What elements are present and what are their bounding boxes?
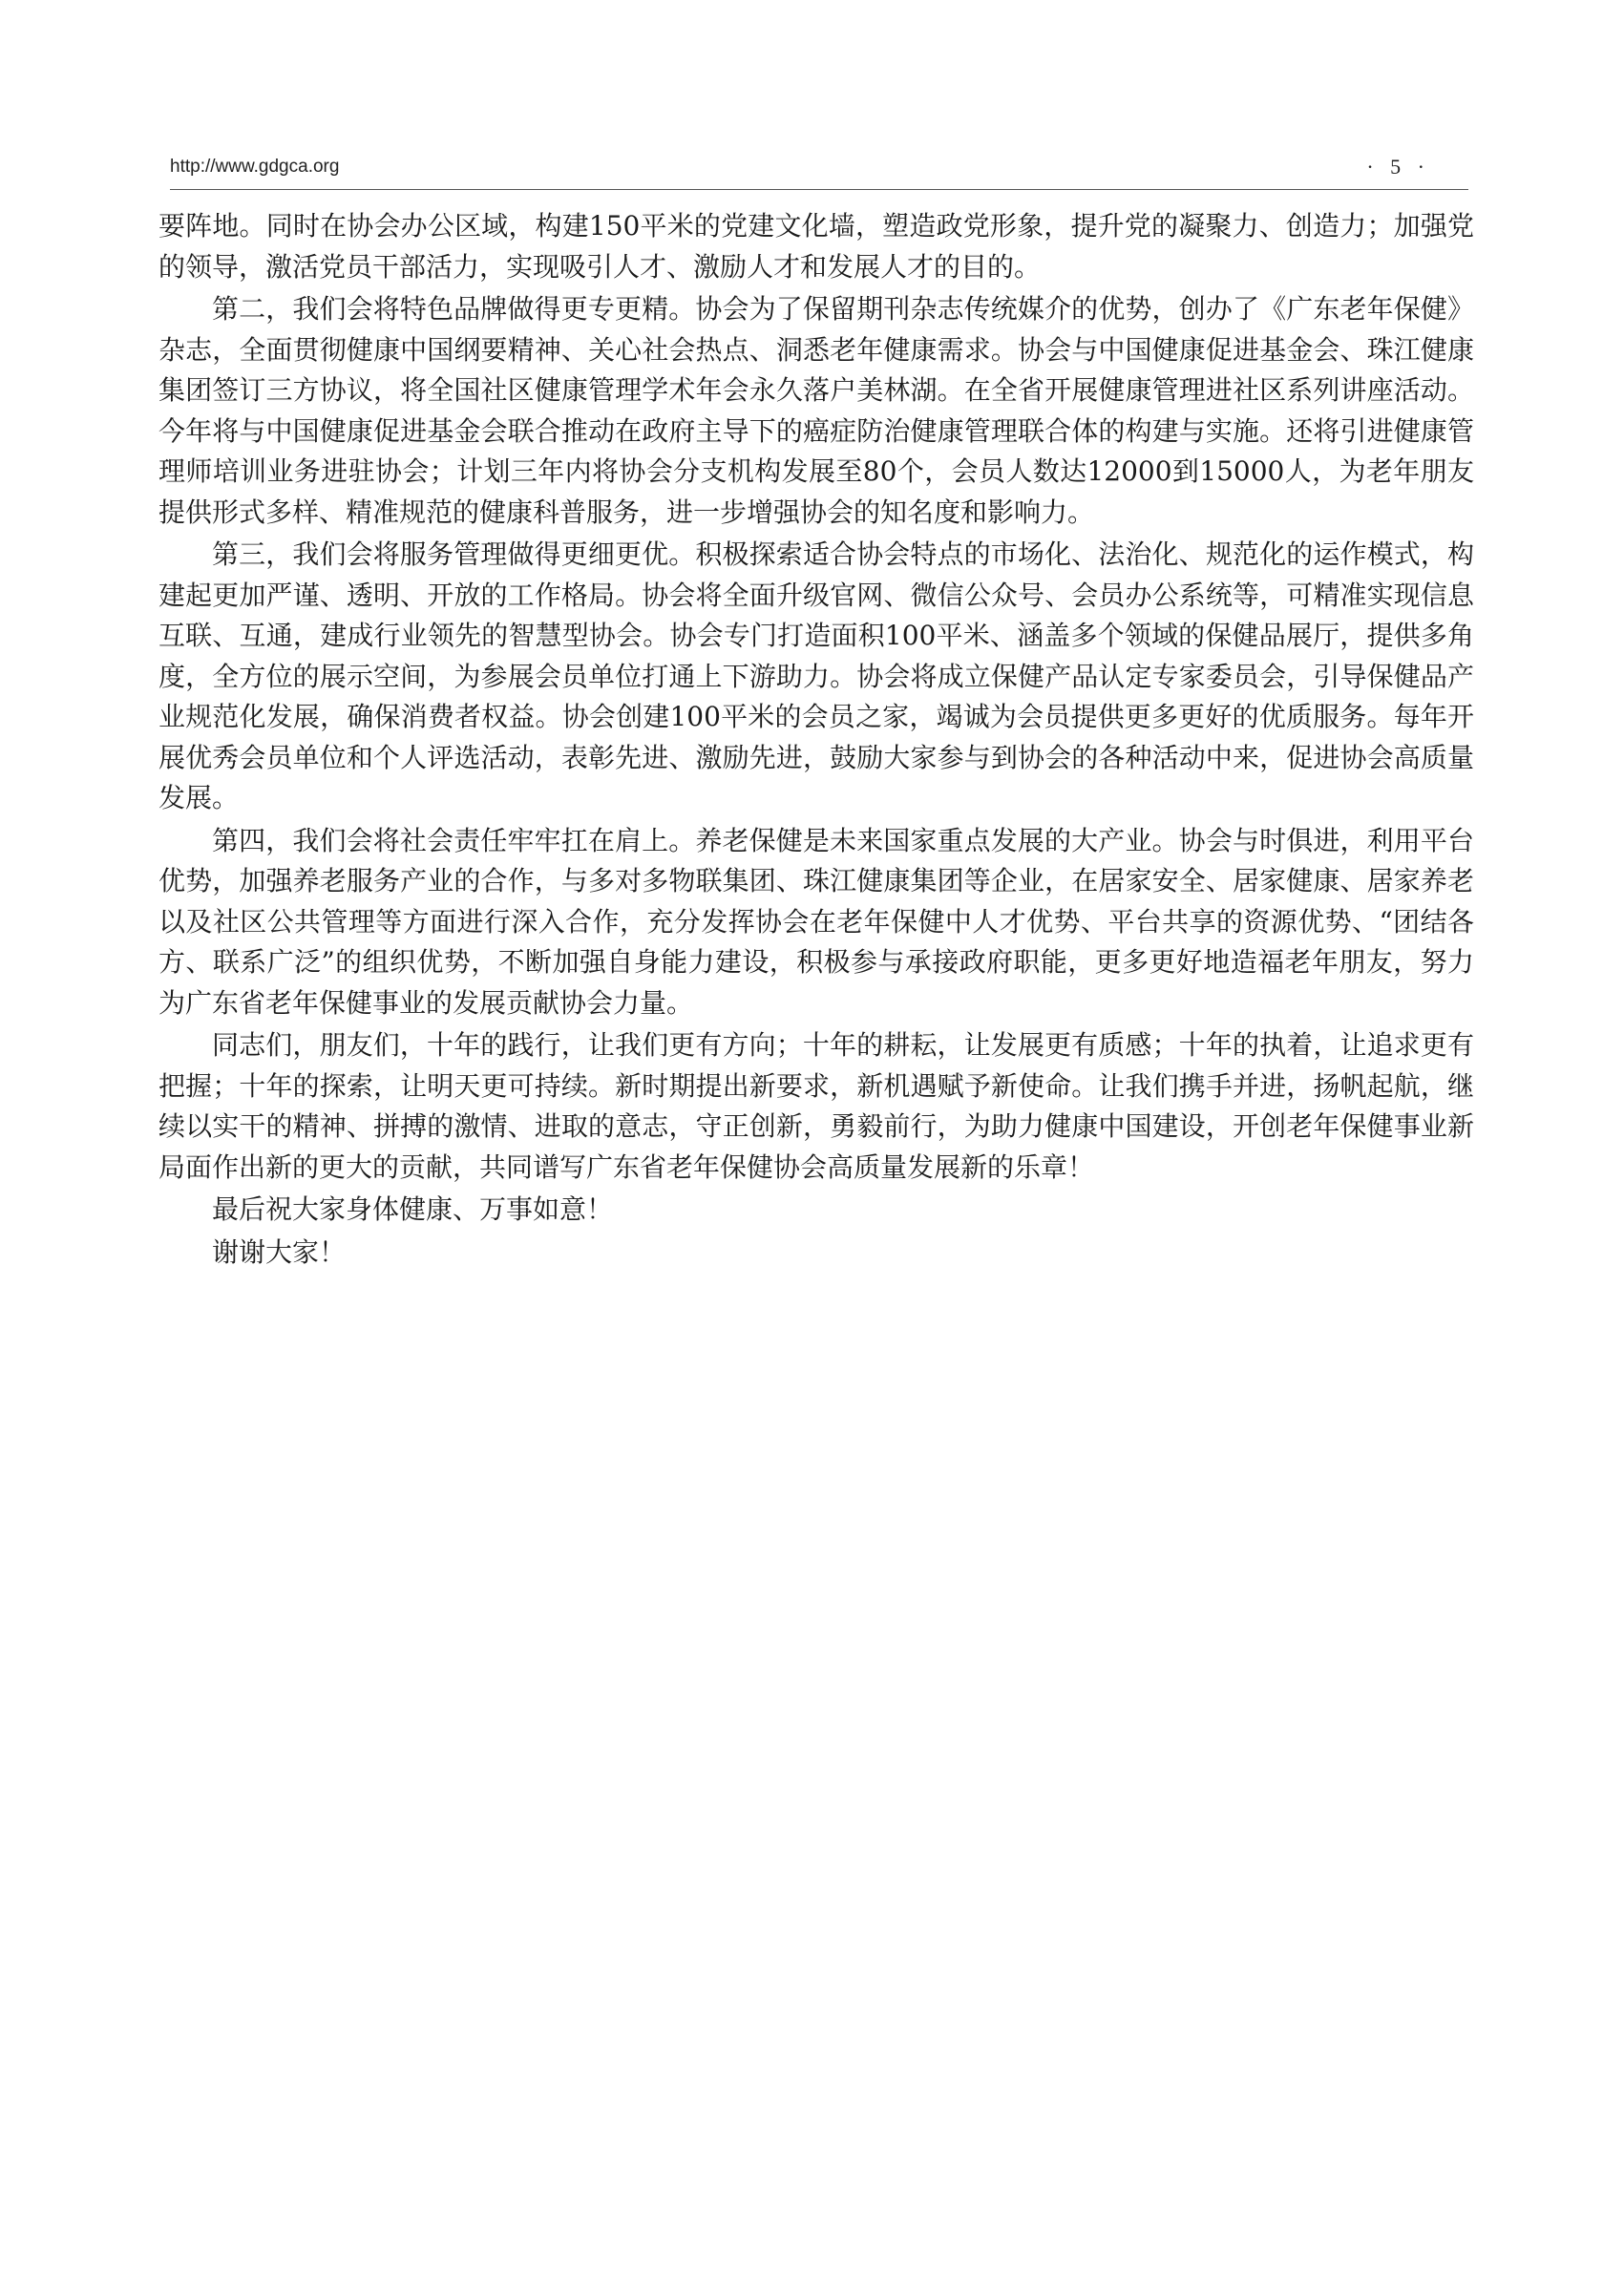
paragraph-second-point: 第二，我们会将特色品牌做得更专更精。协会为了保留期刊杂志传统媒介的优势，创办了《广东老年保健》杂志，全面贯彻健康中国纲要精神、关心社会热点、洞悉老年健康需求。协会与中国健康促进基金会、珠江健康集团签订三方协议，将全国社区健康管理学术年会永久落户美林湖。在全省开展健康管理进社区系列讲座活动。今年将与中国健康促进基金会联合推动在政府主导下的癌症防治健康管理联合体的构建与实施。还将引进健康管理师培训业务进驻协会；计划三年内将协会分支机构发展至80个，会员人数达12000到15000人，为老年朋友提供形式多样、精准规范的健康科普服务，进一步增强协会的知名度和影响力。 <box>158 293 1474 528</box>
header-divider <box>170 189 1468 190</box>
paragraph-continuation: 要阵地。同时在协会办公区域，构建150平米的党建文化墙，塑造政党形象，提升党的凝聚力、创造力；加强党的领导，激活党员干部活力，实现吸引人才、激励人才和发展人才的目的。 <box>158 210 1474 283</box>
paragraph-third-point: 第三，我们会将服务管理做得更细更优。积极探索适合协会特点的市场化、法治化、规范化的运作模式，构建起更加严谨、透明、开放的工作格局。协会将全面升级官网、微信公众号、会员办公系统等，可精准实现信息互联、互通，建成行业领先的智慧型协会。协会专门打造面积100平米、涵盖多个领域的保健品展厅，提供多角度，全方位的展示空间，为参展会员单位打通上下游助力。协会将成立保健产品认定专家委员会，引导保健品产业规范化发展，确保消费者权益。协会创建100平米的会员之家，竭诚为会员提供更多更好的优质服务。每年开展优秀会员单位和个人评选活动，表彰先进、激励先进，鼓励大家参与到协会的各种活动中来，促进协会高质量发展。 <box>158 538 1474 813</box>
page-number: · 5 · <box>1366 155 1430 179</box>
page-header <box>170 153 1468 187</box>
paragraph-thanks: 谢谢大家！ <box>212 1235 347 1268</box>
article-body <box>158 206 1474 1275</box>
paragraph-wishes: 最后祝大家身体健康、万事如意！ <box>212 1193 614 1225</box>
paragraph-fourth-point: 第四，我们会将社会责任牢牢扛在肩上。养老保健是未来国家重点发展的大产业。协会与时俱进，利用平台优势，加强养老服务产业的合作，与多对多物联集团、珠江健康集团等企业，在居家安全、居家健康、居家养老以及社区公共管理等方面进行深入合作，充分发挥协会在老年保健中人才优势、平台共享的资源优势、“团结各方、联系广泛”的组织优势，不断加强自身能力建设，积极参与承接政府职能，更多更好地造福老年朋友，努力为广东省老年保健事业的发展贡献协会力量。 <box>158 824 1474 1019</box>
header-url[interactable]: http://www.gdgca.org <box>170 157 340 177</box>
paragraph-closing-remarks: 同志们，朋友们，十年的践行，让我们更有方向；十年的耕耘，让发展更有质感；十年的执着，让追求更有把握；十年的探索，让明天更可持续。新时期提出新要求，新机遇赋予新使命。让我们携手并进，扬帆起航，继续以实干的精神、拼搏的激情、进取的意志，守正创新，勇毅前行，为助力健康中国建设，开创老年保健事业新局面作出新的更大的贡献，共同谱写广东省老年保健协会高质量发展新的乐章！ <box>158 1029 1474 1183</box>
